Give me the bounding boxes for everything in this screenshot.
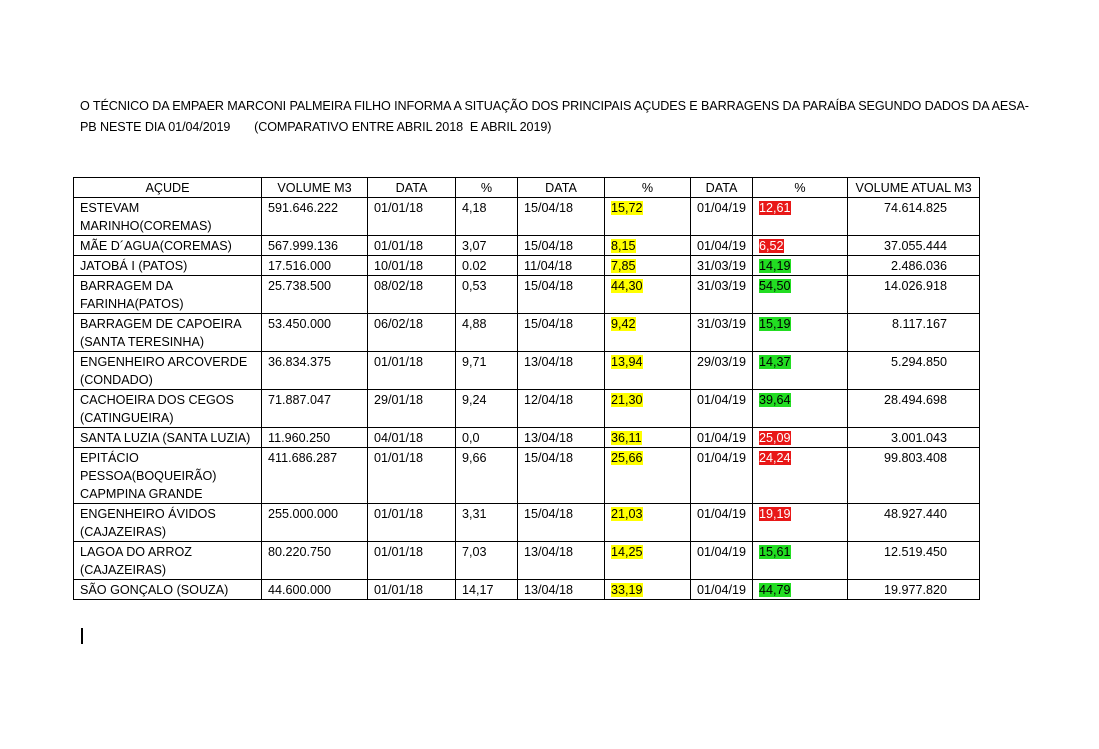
cell-volume-atual-text: 74.614.825	[884, 201, 948, 215]
cell-data-3-text: 31/03/19	[697, 279, 747, 293]
cell-pct-2-text: 21,03	[611, 507, 643, 521]
table-row	[74, 198, 980, 236]
intro-line-1: O TÉCNICO DA EMPAER MARCONI PALMEIRA FILHO INFORMA A SITUAÇÃO DOS PRINCIPAIS AÇUDES E BARRAGENS DA PARAÍBA SEGUNDO DADOS DA AESA-	[80, 99, 1029, 113]
cell-pct-3	[753, 198, 848, 236]
cell-acude-text: LAGOA DO ARROZ (CAJAZEIRAS)	[80, 545, 192, 577]
cell-data-3-text: 29/03/19	[697, 355, 747, 369]
cell-acude	[74, 198, 262, 236]
cell-acude-text: BARRAGEM DA FARINHA(PATOS)	[80, 279, 184, 311]
cell-data-1-text: 01/01/18	[374, 583, 424, 597]
cell-volume	[262, 504, 368, 542]
cell-volume-text: 591.646.222	[268, 201, 339, 215]
cell-data-2	[518, 542, 605, 580]
cell-data-1	[368, 390, 456, 428]
cell-pct-1	[456, 390, 518, 428]
cell-pct-1-text: 3,31	[462, 507, 487, 521]
cell-pct-3-text: 14,19	[759, 259, 791, 273]
cell-data-2	[518, 276, 605, 314]
intro-line-2: PB NESTE DIA 01/04/2019 (COMPARATIVO ENTRE ABRIL 2018 E ABRIL 2019)	[80, 120, 552, 134]
cell-data-2	[518, 236, 605, 256]
cell-data-1-text: 08/02/18	[374, 279, 424, 293]
cell-pct-1	[456, 542, 518, 580]
cell-volume-atual-text: 14.026.918	[884, 279, 948, 293]
cell-pct-3	[753, 314, 848, 352]
cell-pct-3	[753, 580, 848, 600]
cell-pct-2	[605, 448, 691, 504]
cell-acude-text: ENGENHEIRO ÁVIDOS (CAJAZEIRAS)	[80, 507, 216, 539]
cell-pct-3-text: 54,50	[759, 279, 791, 293]
cell-pct-3-text: 39,64	[759, 393, 791, 407]
cell-pct-2	[605, 314, 691, 352]
cell-pct-2-text: 44,30	[611, 279, 643, 293]
table-row	[74, 352, 980, 390]
cell-data-3-text: 01/04/19	[697, 393, 747, 407]
cell-volume	[262, 314, 368, 352]
cell-acude-text: ESTEVAM MARINHO(COREMAS)	[80, 201, 212, 233]
header-pct-3: %	[753, 178, 848, 198]
cell-pct-2	[605, 428, 691, 448]
cell-data-3-text: 31/03/19	[697, 317, 747, 331]
cell-pct-2-text: 8,15	[611, 239, 636, 253]
cell-data-1-text: 01/01/18	[374, 239, 424, 253]
table-row	[74, 428, 980, 448]
cell-pct-2	[605, 390, 691, 428]
cell-pct-2-text: 33,19	[611, 583, 643, 597]
cell-data-3	[691, 504, 753, 542]
cell-data-2	[518, 504, 605, 542]
cell-pct-1-text: 9,66	[462, 451, 487, 465]
cell-pct-2-text: 9,42	[611, 317, 636, 331]
cell-pct-2	[605, 256, 691, 276]
cell-data-3-text: 01/04/19	[697, 431, 747, 445]
header-volume-atual: VOLUME ATUAL M3	[848, 178, 980, 198]
cell-volume-text: 11.960.250	[268, 431, 331, 445]
cell-pct-1-text: 14,17	[462, 583, 494, 597]
table-row	[74, 448, 980, 504]
cell-data-3	[691, 256, 753, 276]
cell-data-1	[368, 256, 456, 276]
cell-data-2-text: 15/04/18	[524, 201, 574, 215]
cell-pct-1-text: 7,03	[462, 545, 487, 559]
cell-data-3-text: 31/03/19	[697, 259, 747, 273]
cell-acude	[74, 256, 262, 276]
cell-data-2-text: 11/04/18	[524, 259, 573, 273]
cell-data-2-text: 13/04/18	[524, 545, 574, 559]
cell-pct-1-text: 9,71	[462, 355, 487, 369]
cell-acude	[74, 390, 262, 428]
header-pct-1: %	[456, 178, 518, 198]
cell-volume-atual	[848, 428, 980, 448]
cell-data-2-text: 13/04/18	[524, 355, 574, 369]
cell-data-3	[691, 448, 753, 504]
cell-volume-text: 44.600.000	[268, 583, 332, 597]
table-row	[74, 276, 980, 314]
cell-acude	[74, 504, 262, 542]
cell-pct-1-text: 0,53	[462, 279, 487, 293]
cell-volume-atual-text: 2.486.036	[891, 259, 948, 273]
cell-acude-text: SANTA LUZIA (SANTA LUZIA)	[80, 431, 251, 445]
cell-acude	[74, 236, 262, 256]
cell-data-2	[518, 390, 605, 428]
cell-pct-3	[753, 256, 848, 276]
cell-data-2	[518, 352, 605, 390]
cell-data-1-text: 01/01/18	[374, 451, 424, 465]
cell-acude-text: SÃO GONÇALO (SOUZA)	[80, 583, 229, 597]
cell-volume-text: 255.000.000	[268, 507, 339, 521]
cell-acude-text: EPITÁCIO PESSOA(BOQUEIRÃO) CAPMPINA GRANDE	[80, 451, 217, 501]
cell-data-3	[691, 352, 753, 390]
cell-pct-2	[605, 352, 691, 390]
cell-acude-text: JATOBÁ I (PATOS)	[80, 259, 188, 273]
header-data-2: DATA	[518, 178, 605, 198]
cell-data-2-text: 15/04/18	[524, 451, 574, 465]
cell-acude	[74, 428, 262, 448]
cell-pct-3	[753, 352, 848, 390]
table-header-row	[74, 178, 980, 198]
cell-data-1	[368, 448, 456, 504]
cell-pct-1	[456, 256, 518, 276]
cell-data-1	[368, 428, 456, 448]
cell-pct-3-text: 12,61	[759, 201, 791, 215]
cell-pct-1-text: 9,24	[462, 393, 487, 407]
cell-data-3-text: 01/04/19	[697, 451, 747, 465]
cell-pct-1	[456, 580, 518, 600]
cell-acude	[74, 276, 262, 314]
cell-volume-atual-text: 19.977.820	[884, 583, 948, 597]
cell-acude-text: BARRAGEM DE CAPOEIRA (SANTA TERESINHA)	[80, 317, 241, 349]
cell-pct-1-text: 0,0	[462, 431, 480, 445]
cell-volume-text: 36.834.375	[268, 355, 332, 369]
cell-data-3	[691, 390, 753, 428]
cell-data-2	[518, 428, 605, 448]
cell-volume-text: 17.516.000	[268, 259, 332, 273]
cell-pct-1-text: 4,88	[462, 317, 487, 331]
cell-data-2-text: 15/04/18	[524, 507, 574, 521]
cell-volume-atual	[848, 236, 980, 256]
cell-volume-atual-text: 8.117.167	[891, 317, 948, 331]
cell-data-2	[518, 448, 605, 504]
cell-pct-2-text: 25,66	[611, 451, 643, 465]
cell-data-1-text: 06/02/18	[374, 317, 424, 331]
cell-volume-text: 53.450.000	[268, 317, 332, 331]
cell-acude	[74, 580, 262, 600]
cell-pct-3	[753, 504, 848, 542]
cell-volume	[262, 236, 368, 256]
header-volume: VOLUME M3	[262, 178, 368, 198]
cell-volume-text: 80.220.750	[268, 545, 332, 559]
table-row	[74, 504, 980, 542]
cell-volume-atual	[848, 542, 980, 580]
cell-data-1	[368, 352, 456, 390]
cell-pct-1	[456, 428, 518, 448]
cell-volume-atual	[848, 390, 980, 428]
cell-volume-atual	[848, 314, 980, 352]
cell-volume-atual-text: 3.001.043	[891, 431, 948, 445]
cell-volume-atual	[848, 448, 980, 504]
cell-data-3	[691, 198, 753, 236]
cell-pct-2-text: 7,85	[611, 259, 636, 273]
cell-pct-1	[456, 198, 518, 236]
cell-volume-atual	[848, 256, 980, 276]
cell-pct-1	[456, 448, 518, 504]
cell-pct-1	[456, 352, 518, 390]
table-row	[74, 542, 980, 580]
cell-data-2-text: 12/04/18	[524, 393, 574, 407]
cell-data-1-text: 29/01/18	[374, 393, 424, 407]
cell-pct-2	[605, 542, 691, 580]
cell-data-1	[368, 314, 456, 352]
cell-pct-2-text: 13,94	[611, 355, 643, 369]
cell-pct-3-text: 6,52	[759, 239, 784, 253]
cell-pct-2-text: 36,11	[611, 431, 642, 445]
cell-volume	[262, 352, 368, 390]
cell-data-2	[518, 198, 605, 236]
cell-pct-1-text: 0.02	[462, 259, 487, 273]
cell-data-2-text: 15/04/18	[524, 317, 574, 331]
cell-data-3	[691, 542, 753, 580]
cell-pct-1-text: 4,18	[462, 201, 487, 215]
cell-volume	[262, 542, 368, 580]
cell-volume-atual-text: 48.927.440	[884, 507, 948, 521]
cell-volume-atual	[848, 352, 980, 390]
cell-volume	[262, 580, 368, 600]
cell-data-1	[368, 198, 456, 236]
cell-volume	[262, 448, 368, 504]
cell-acude-text: ENGENHEIRO ARCOVERDE (CONDADO)	[80, 355, 248, 387]
cell-pct-3-text: 15,61	[759, 545, 791, 559]
cell-pct-3-text: 14,37	[759, 355, 791, 369]
cell-data-3	[691, 276, 753, 314]
cell-pct-2-text: 15,72	[611, 201, 643, 215]
cell-data-3-text: 01/04/19	[697, 201, 747, 215]
cell-data-3-text: 01/04/19	[697, 239, 747, 253]
cell-volume-atual-text: 99.803.408	[884, 451, 948, 465]
cell-data-2-text: 15/04/18	[524, 239, 574, 253]
header-pct-2: %	[605, 178, 691, 198]
cell-data-3-text: 01/04/19	[697, 507, 747, 521]
cell-pct-1	[456, 314, 518, 352]
cell-data-1-text: 01/01/18	[374, 355, 424, 369]
cell-data-1	[368, 236, 456, 256]
cell-volume-atual-text: 37.055.444	[884, 239, 948, 253]
cell-acude-text: CACHOEIRA DOS CEGOS (CATINGUEIRA)	[80, 393, 234, 425]
cell-pct-1-text: 3,07	[462, 239, 487, 253]
header-acude: AÇUDE	[74, 178, 262, 198]
cell-data-2-text: 13/04/18	[524, 431, 574, 445]
cell-data-1-text: 01/01/18	[374, 201, 424, 215]
cell-data-1	[368, 504, 456, 542]
intro-paragraph	[80, 96, 1030, 138]
cell-pct-3	[753, 448, 848, 504]
cell-pct-1	[456, 236, 518, 256]
cell-pct-2-text: 21,30	[611, 393, 643, 407]
cell-acude	[74, 352, 262, 390]
cell-data-1	[368, 276, 456, 314]
cell-pct-2	[605, 236, 691, 256]
cell-data-1-text: 01/01/18	[374, 507, 424, 521]
cell-pct-1	[456, 504, 518, 542]
cell-acude	[74, 448, 262, 504]
cell-volume-text: 71.887.047	[268, 393, 332, 407]
cell-volume	[262, 276, 368, 314]
cell-volume-atual-text: 12.519.450	[884, 545, 948, 559]
cell-pct-2	[605, 580, 691, 600]
cell-pct-3-text: 15,19	[759, 317, 791, 331]
cell-data-1-text: 01/01/18	[374, 545, 424, 559]
cell-data-1-text: 04/01/18	[374, 431, 424, 445]
cell-data-1-text: 10/01/18	[374, 259, 424, 273]
cell-acude-text: MÃE D´AGUA(COREMAS)	[80, 239, 232, 253]
table-row	[74, 256, 980, 276]
cell-data-1	[368, 542, 456, 580]
cell-volume-atual	[848, 504, 980, 542]
cell-pct-2	[605, 276, 691, 314]
cell-pct-3	[753, 276, 848, 314]
cell-volume-text: 25.738.500	[268, 279, 332, 293]
cell-data-3-text: 01/04/19	[697, 583, 747, 597]
cell-data-3	[691, 314, 753, 352]
cell-acude	[74, 542, 262, 580]
cell-data-2	[518, 256, 605, 276]
cell-pct-3	[753, 428, 848, 448]
reservoir-table	[73, 177, 980, 600]
cell-volume-atual	[848, 198, 980, 236]
cell-data-3	[691, 580, 753, 600]
cell-pct-3	[753, 542, 848, 580]
cell-data-2-text: 13/04/18	[524, 583, 574, 597]
cell-data-2	[518, 314, 605, 352]
cell-data-3-text: 01/04/19	[697, 545, 747, 559]
cell-pct-1	[456, 276, 518, 314]
cell-pct-3-text: 24,24	[759, 451, 791, 465]
cell-volume-atual-text: 5.294.850	[891, 355, 948, 369]
cell-volume-atual	[848, 580, 980, 600]
cell-acude	[74, 314, 262, 352]
cell-volume-atual	[848, 276, 980, 314]
cell-volume	[262, 198, 368, 236]
cell-pct-3-text: 44,79	[759, 583, 791, 597]
cell-data-3	[691, 236, 753, 256]
header-data-1: DATA	[368, 178, 456, 198]
cell-data-2	[518, 580, 605, 600]
cell-pct-2	[605, 504, 691, 542]
text-cursor	[81, 628, 83, 644]
cell-pct-3-text: 25,09	[759, 431, 791, 445]
cell-data-3	[691, 428, 753, 448]
header-data-3: DATA	[691, 178, 753, 198]
cell-data-2-text: 15/04/18	[524, 279, 574, 293]
cell-data-1	[368, 580, 456, 600]
cell-volume	[262, 428, 368, 448]
cell-volume	[262, 256, 368, 276]
cell-volume-text: 567.999.136	[268, 239, 339, 253]
cell-pct-3	[753, 236, 848, 256]
cell-volume-text: 411.686.287	[268, 451, 338, 465]
cell-volume	[262, 390, 368, 428]
cell-pct-2-text: 14,25	[611, 545, 643, 559]
table-row	[74, 314, 980, 352]
cell-pct-3-text: 19,19	[759, 507, 791, 521]
cell-pct-2	[605, 198, 691, 236]
cell-pct-3	[753, 390, 848, 428]
table-row	[74, 580, 980, 600]
table-row	[74, 390, 980, 428]
table-row	[74, 236, 980, 256]
cell-volume-atual-text: 28.494.698	[884, 393, 948, 407]
